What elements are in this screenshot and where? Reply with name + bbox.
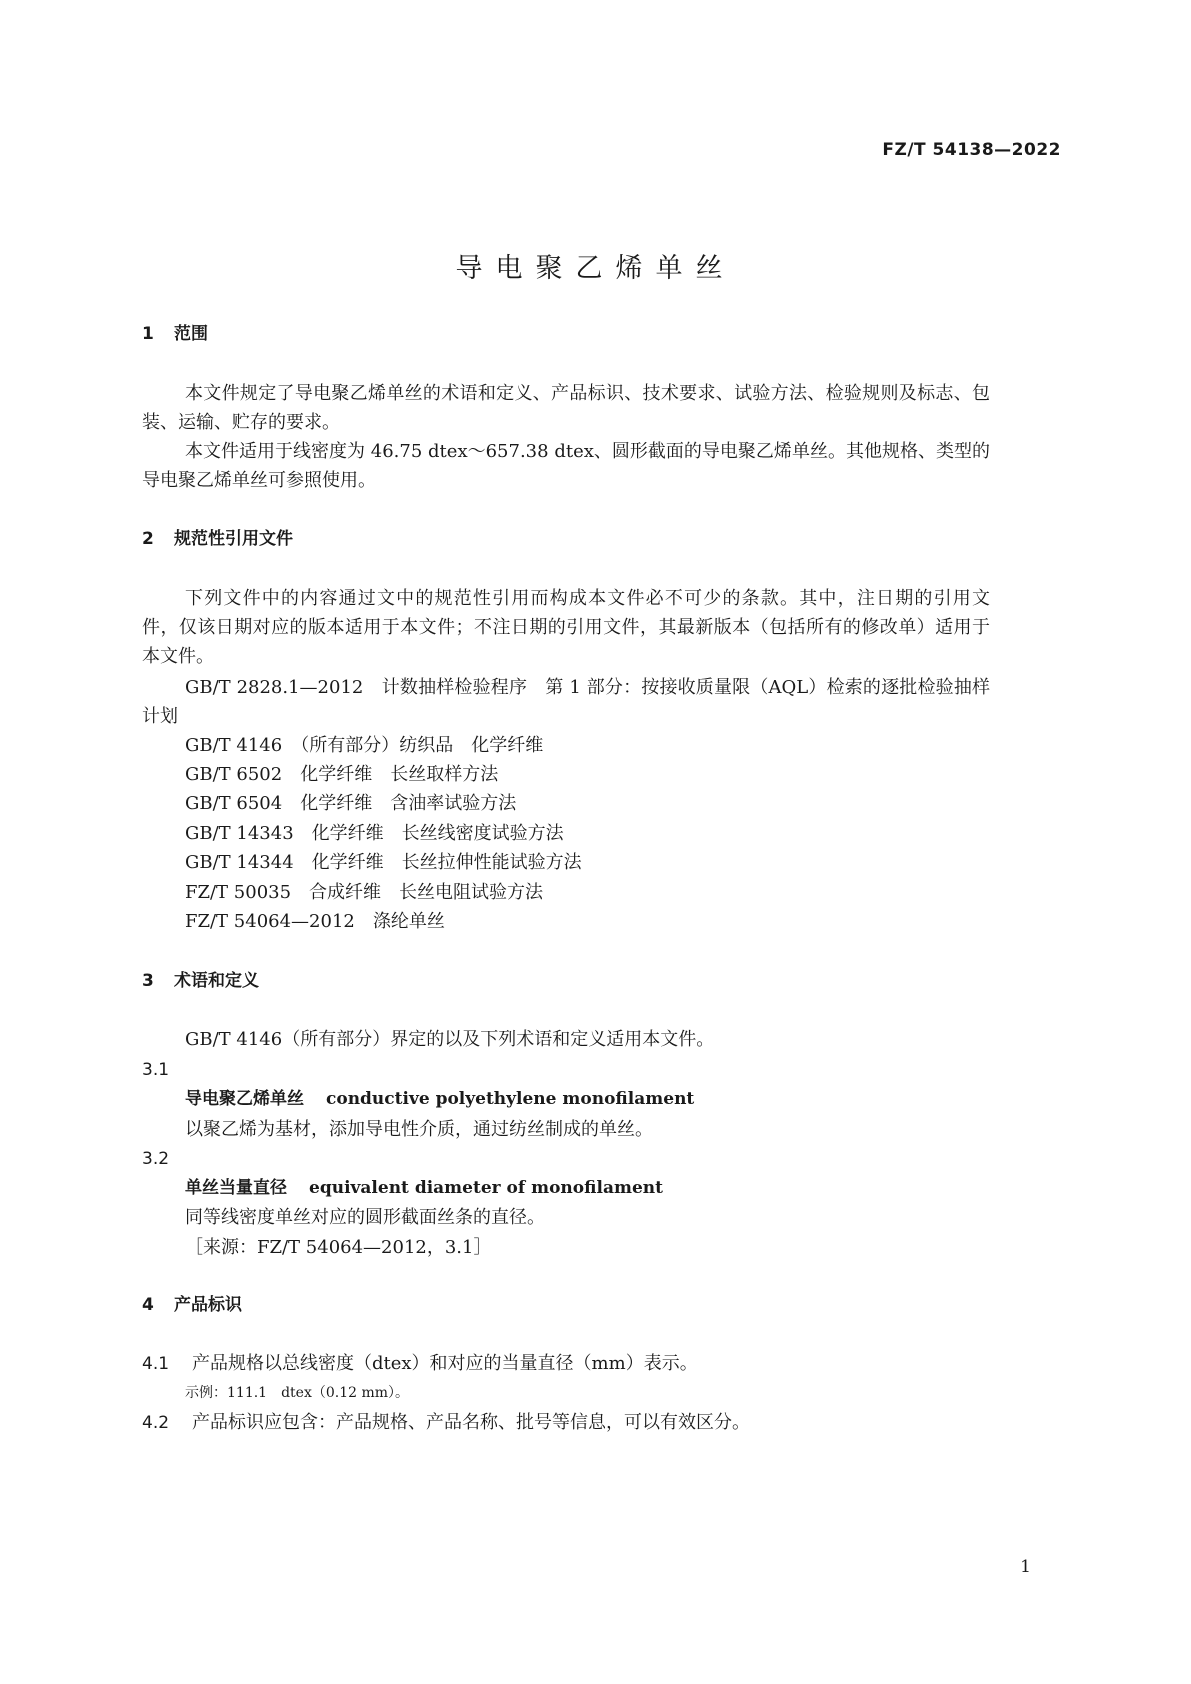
term-3-1-definition: 以聚乙烯为基材，添加导电性介质，通过纺丝制成的单丝。 bbox=[185, 1119, 653, 1140]
section-3-title: 术语和定义 bbox=[174, 971, 259, 991]
section-1-title: 范围 bbox=[174, 324, 208, 344]
term-3-2-source: ［来源：FZ/T 54064—2012，3.1］ bbox=[185, 1237, 492, 1258]
ref-item-continuation: 计划 bbox=[142, 706, 178, 727]
term-3-2-english: equivalent diameter of monofilament bbox=[309, 1178, 663, 1198]
clause-4-2-text: 产品标识应包含：产品规格、产品名称、批号等信息，可以有效区分。 bbox=[192, 1412, 750, 1433]
section-4-number: 4 bbox=[142, 1295, 154, 1315]
ref-item: GB/T 2828.1—2012 计数抽样检验程序 第 1 部分：按接收质量限（AQL）检索的逐批检验抽样 bbox=[185, 677, 990, 698]
refs-intro-line-1: 下列文件中的内容通过文中的规范性引用而构成本文件必不可少的条款。其中，注日期的引用文 bbox=[185, 588, 990, 609]
ref-item: GB/T 14343 化学纤维 长丝线密度试验方法 bbox=[185, 823, 564, 844]
scope-paragraph-2-line-1: 本文件适用于线密度为 46.75 dtex～657.38 dtex、圆形截面的导电聚乙烯单丝。其他规格、类型的 bbox=[185, 441, 990, 462]
clause-4-2-number: 4.2 bbox=[142, 1413, 170, 1433]
scope-paragraph-1-line-1: 本文件规定了导电聚乙烯单丝的术语和定义、产品标识、技术要求、试验方法、检验规则及标志、包 bbox=[185, 383, 990, 404]
ref-item: GB/T 4146 （所有部分）纺织品 化学纤维 bbox=[185, 735, 544, 756]
section-2-number: 2 bbox=[142, 529, 154, 549]
document-title: 导电聚乙烯单丝 bbox=[455, 253, 736, 284]
term-3-1-english: conductive polyethylene monofilament bbox=[326, 1089, 695, 1109]
section-2-title: 规范性引用文件 bbox=[174, 529, 293, 549]
term-3-2-chinese: 单丝当量直径 bbox=[185, 1178, 287, 1198]
refs-intro-line-2: 件，仅该日期对应的版本适用于本文件；不注日期的引用文件，其最新版本（包括所有的修改单）适用于 bbox=[142, 617, 990, 638]
refs-intro-line-3: 本文件。 bbox=[142, 646, 214, 667]
scope-paragraph-2-line-2: 导电聚乙烯单丝可参照使用。 bbox=[142, 470, 376, 491]
page-number: 1 bbox=[1020, 1557, 1031, 1577]
clause-3-1-number: 3.1 bbox=[142, 1060, 170, 1080]
ref-item: GB/T 6504 化学纤维 含油率试验方法 bbox=[185, 793, 517, 814]
scope-paragraph-1-line-2: 装、运输、贮存的要求。 bbox=[142, 412, 340, 433]
section-2-heading bbox=[142, 531, 293, 548]
clause-4-1-example: 示例：111.1 dtex（0.12 mm）。 bbox=[185, 1385, 410, 1401]
section-4-heading bbox=[142, 1297, 242, 1314]
term-3-2-definition: 同等线密度单丝对应的圆形截面丝条的直径。 bbox=[185, 1207, 545, 1228]
term-3-1-chinese: 导电聚乙烯单丝 bbox=[185, 1089, 304, 1109]
term-3-2 bbox=[185, 1180, 663, 1197]
ref-item: FZ/T 54064—2012 涤纶单丝 bbox=[185, 911, 445, 932]
term-3-1 bbox=[185, 1091, 694, 1108]
section-3-number: 3 bbox=[142, 971, 154, 991]
clause-4-1-number: 4.1 bbox=[142, 1354, 170, 1374]
section-1-number: 1 bbox=[142, 324, 154, 344]
section-3-heading bbox=[142, 973, 259, 990]
standard-code: FZ/T 54138—2022 bbox=[882, 140, 1061, 160]
ref-item: FZ/T 50035 合成纤维 长丝电阻试验方法 bbox=[185, 882, 544, 903]
terms-intro: GB/T 4146（所有部分）界定的以及下列术语和定义适用本文件。 bbox=[185, 1029, 715, 1050]
clause-3-2-number: 3.2 bbox=[142, 1149, 170, 1169]
ref-item: GB/T 14344 化学纤维 长丝拉伸性能试验方法 bbox=[185, 852, 582, 873]
section-4-title: 产品标识 bbox=[174, 1295, 242, 1315]
clause-4-1-text: 产品规格以总线密度（dtex）和对应的当量直径（mm）表示。 bbox=[192, 1353, 698, 1374]
section-1-heading bbox=[142, 326, 208, 343]
ref-item: GB/T 6502 化学纤维 长丝取样方法 bbox=[185, 764, 499, 785]
